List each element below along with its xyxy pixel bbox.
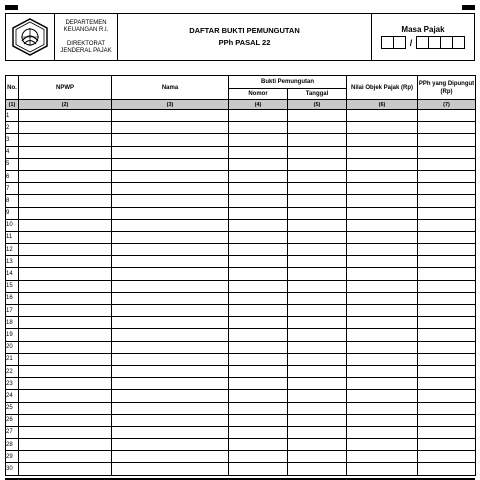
cell-npwp[interactable] [19,219,112,231]
cell-nomor[interactable] [229,426,288,438]
year-digit-box[interactable] [452,37,464,48]
cell-pph[interactable] [418,146,476,158]
cell-tanggal[interactable] [288,207,347,219]
table-row [6,183,476,195]
header-nama: Nama [112,76,229,100]
cell-pph[interactable] [418,134,476,146]
table-row [6,292,476,304]
row-number: 3 [6,134,19,146]
logo-cell [6,14,55,60]
cell-tanggal[interactable] [288,402,347,414]
cell-nilai[interactable] [347,341,418,353]
column-index: (1) [6,100,19,110]
table-row [6,365,476,377]
cell-nama[interactable] [112,170,229,182]
row-number: 24 [6,390,19,402]
cell-nomor[interactable] [229,244,288,256]
masa-separator: / [409,37,413,48]
cell-pph[interactable] [418,426,476,438]
column-index: (4) [229,100,288,110]
cell-nomor[interactable] [229,134,288,146]
cell-tanggal[interactable] [288,183,347,195]
cell-npwp[interactable] [19,292,112,304]
cell-npwp[interactable] [19,195,112,207]
cell-nomor[interactable] [229,365,288,377]
cell-tanggal[interactable] [288,378,347,390]
cell-nama[interactable] [112,426,229,438]
cell-nomor[interactable] [229,183,288,195]
cell-npwp[interactable] [19,122,112,134]
table-row [6,414,476,426]
cell-pph[interactable] [418,110,476,122]
table-row [6,134,476,146]
row-number: 25 [6,402,19,414]
cell-nomor[interactable] [229,146,288,158]
cell-nama[interactable] [112,183,229,195]
cell-nama[interactable] [112,231,229,243]
cell-nilai[interactable] [347,231,418,243]
month-digit-box[interactable] [382,37,393,48]
month-digit-box[interactable] [393,37,405,48]
cell-pph[interactable] [418,244,476,256]
table-row [6,353,476,365]
row-number: 15 [6,280,19,292]
cell-nilai[interactable] [347,378,418,390]
table-row [6,231,476,243]
cell-nilai[interactable] [347,317,418,329]
cell-nama[interactable] [112,451,229,463]
row-number: 14 [6,268,19,280]
cell-tanggal[interactable] [288,305,347,317]
cell-pph[interactable] [418,305,476,317]
cell-pph[interactable] [418,378,476,390]
cell-nilai[interactable] [347,305,418,317]
header-pph-dipungut: PPh yang Dipungut (Rp) [418,76,476,100]
cell-tanggal[interactable] [288,390,347,402]
corner-registration-mark-left [5,5,18,10]
cell-nilai[interactable] [347,439,418,451]
cell-pph[interactable] [418,170,476,182]
cell-nomor[interactable] [229,256,288,268]
cell-nilai[interactable] [347,365,418,377]
column-index: (6) [347,100,418,110]
cell-npwp[interactable] [19,231,112,243]
cell-tanggal[interactable] [288,195,347,207]
cell-nama[interactable] [112,341,229,353]
ministry-emblem-icon [10,17,50,57]
year-boxes[interactable] [416,36,465,49]
table-row [6,256,476,268]
cell-npwp[interactable] [19,280,112,292]
cell-nama[interactable] [112,207,229,219]
cell-nomor[interactable] [229,195,288,207]
cell-nilai[interactable] [347,402,418,414]
cell-nilai[interactable] [347,414,418,426]
table-row [6,439,476,451]
cell-tanggal[interactable] [288,170,347,182]
cell-nama[interactable] [112,280,229,292]
cell-nomor[interactable] [229,402,288,414]
cell-nilai[interactable] [347,110,418,122]
cell-nilai[interactable] [347,390,418,402]
cell-tanggal[interactable] [288,414,347,426]
row-number: 2 [6,122,19,134]
cell-npwp[interactable] [19,390,112,402]
cell-pph[interactable] [418,158,476,170]
masa-pajak-label: Masa Pajak [401,25,445,34]
cell-nomor[interactable] [229,207,288,219]
cell-nilai[interactable] [347,134,418,146]
cell-nama[interactable] [112,146,229,158]
row-number: 5 [6,158,19,170]
row-number: 20 [6,341,19,353]
cell-nama[interactable] [112,268,229,280]
cell-tanggal[interactable] [288,280,347,292]
cell-nama[interactable] [112,439,229,451]
cell-nomor[interactable] [229,439,288,451]
cell-tanggal[interactable] [288,231,347,243]
cell-tanggal[interactable] [288,256,347,268]
table-row [6,341,476,353]
cell-npwp[interactable] [19,365,112,377]
year-digit-box[interactable] [417,37,428,48]
cell-nilai[interactable] [347,195,418,207]
cell-nilai[interactable] [347,170,418,182]
row-number: 1 [6,110,19,122]
table-row [6,390,476,402]
cell-nilai[interactable] [347,329,418,341]
cell-nilai[interactable] [347,122,418,134]
table-row [6,207,476,219]
cell-tanggal[interactable] [288,439,347,451]
cell-nama[interactable] [112,378,229,390]
cell-npwp[interactable] [19,134,112,146]
cell-nomor[interactable] [229,329,288,341]
title-line: DAFTAR BUKTI PEMUNGUTAN [189,26,300,35]
cell-pph[interactable] [418,353,476,365]
column-index: (3) [112,100,229,110]
cell-nama[interactable] [112,390,229,402]
cell-nomor[interactable] [229,353,288,365]
year-digit-box[interactable] [428,37,440,48]
cell-nama[interactable] [112,110,229,122]
cell-npwp[interactable] [19,268,112,280]
cell-nilai[interactable] [347,256,418,268]
cell-npwp[interactable] [19,439,112,451]
cell-nomor[interactable] [229,451,288,463]
table-row [6,378,476,390]
table-row [6,170,476,182]
cell-tanggal[interactable] [288,426,347,438]
month-boxes[interactable] [381,36,406,49]
cell-tanggal[interactable] [288,146,347,158]
header-nilai-objek-pajak: Nilai Objek Pajak (Rp) [347,76,418,100]
row-number: 17 [6,305,19,317]
table-row [6,219,476,231]
form-title [118,14,372,60]
cell-npwp[interactable] [19,305,112,317]
cell-nama[interactable] [112,256,229,268]
table-row [6,463,476,475]
row-number: 28 [6,439,19,451]
column-index: (5) [288,100,347,110]
table-row [6,158,476,170]
row-number: 10 [6,219,19,231]
row-number: 13 [6,256,19,268]
cell-tanggal[interactable] [288,365,347,377]
cell-npwp[interactable] [19,256,112,268]
cell-pph[interactable] [418,317,476,329]
row-number: 23 [6,378,19,390]
cell-npwp[interactable] [19,341,112,353]
cell-npwp[interactable] [19,451,112,463]
cell-npwp[interactable] [19,207,112,219]
table-row [6,110,476,122]
table-row [6,268,476,280]
cell-nilai[interactable] [347,146,418,158]
row-number: 7 [6,183,19,195]
cell-pph[interactable] [418,280,476,292]
table-row [6,305,476,317]
cell-nilai[interactable] [347,219,418,231]
header-nomor: Nomor [229,89,288,100]
cell-nomor[interactable] [229,231,288,243]
header-npwp: NPWP [19,76,112,100]
cell-npwp[interactable] [19,463,112,475]
cell-nilai[interactable] [347,268,418,280]
row-number: 22 [6,365,19,377]
cell-nilai[interactable] [347,353,418,365]
cell-nama[interactable] [112,329,229,341]
cell-pph[interactable] [418,195,476,207]
column-index: (7) [418,100,476,110]
row-number: 19 [6,329,19,341]
cell-tanggal[interactable] [288,451,347,463]
corner-registration-mark-right [462,5,475,10]
table-row [6,146,476,158]
cell-nomor[interactable] [229,292,288,304]
cell-nama[interactable] [112,158,229,170]
masa-pajak-section [372,14,474,60]
cell-nama[interactable] [112,402,229,414]
cell-pph[interactable] [418,183,476,195]
cell-npwp[interactable] [19,110,112,122]
cell-pph[interactable] [418,231,476,243]
cell-npwp[interactable] [19,170,112,182]
org-line: DIREKTORAT [66,40,106,47]
cell-pph[interactable] [418,341,476,353]
cell-pph[interactable] [418,122,476,134]
cell-nilai[interactable] [347,463,418,475]
cell-npwp[interactable] [19,329,112,341]
cell-tanggal[interactable] [288,317,347,329]
cell-pph[interactable] [418,365,476,377]
organization-name [55,14,118,60]
row-number: 11 [6,231,19,243]
cell-npwp[interactable] [19,353,112,365]
row-number: 18 [6,317,19,329]
cell-nomor[interactable] [229,317,288,329]
year-digit-box[interactable] [440,37,452,48]
cell-tanggal[interactable] [288,122,347,134]
cell-nomor[interactable] [229,390,288,402]
table-row [6,122,476,134]
cell-pph[interactable] [418,451,476,463]
cell-nama[interactable] [112,292,229,304]
title-line: PPh PASAL 22 [218,38,271,47]
cell-nomor[interactable] [229,158,288,170]
cell-nomor[interactable] [229,305,288,317]
row-number: 12 [6,244,19,256]
cell-npwp[interactable] [19,183,112,195]
cell-tanggal[interactable] [288,268,347,280]
cell-pph[interactable] [418,207,476,219]
cell-tanggal[interactable] [288,244,347,256]
cell-npwp[interactable] [19,378,112,390]
cell-npwp[interactable] [19,426,112,438]
table-row [6,426,476,438]
bukti-pemungutan-table [5,75,476,476]
cell-nama[interactable] [112,463,229,475]
cell-nama[interactable] [112,365,229,377]
table-row [6,244,476,256]
cell-nilai[interactable] [347,292,418,304]
cell-nomor[interactable] [229,219,288,231]
cell-tanggal[interactable] [288,463,347,475]
cell-nomor[interactable] [229,378,288,390]
table-row [6,329,476,341]
column-index-row [6,100,476,110]
cell-nilai[interactable] [347,426,418,438]
cell-nomor[interactable] [229,170,288,182]
cell-pph[interactable] [418,463,476,475]
cell-nama[interactable] [112,414,229,426]
cell-npwp[interactable] [19,317,112,329]
cell-npwp[interactable] [19,146,112,158]
cell-nama[interactable] [112,317,229,329]
cell-npwp[interactable] [19,244,112,256]
cell-nama[interactable] [112,195,229,207]
cell-nilai[interactable] [347,207,418,219]
masa-pajak-boxes [381,36,466,49]
row-number: 30 [6,463,19,475]
cell-pph[interactable] [418,292,476,304]
cell-nomor[interactable] [229,122,288,134]
cell-npwp[interactable] [19,402,112,414]
cell-pph[interactable] [418,256,476,268]
cell-pph[interactable] [418,390,476,402]
row-number: 29 [6,451,19,463]
table-row [6,451,476,463]
cell-nilai[interactable] [347,280,418,292]
row-number: 8 [6,195,19,207]
row-number: 16 [6,292,19,304]
cell-npwp[interactable] [19,414,112,426]
cell-nama[interactable] [112,219,229,231]
cell-nomor[interactable] [229,341,288,353]
cell-nilai[interactable] [347,183,418,195]
cell-nama[interactable] [112,244,229,256]
row-number: 6 [6,170,19,182]
cell-nomor[interactable] [229,414,288,426]
cell-nama[interactable] [112,305,229,317]
cell-tanggal[interactable] [288,158,347,170]
cell-tanggal[interactable] [288,329,347,341]
cell-pph[interactable] [418,219,476,231]
row-number: 4 [6,146,19,158]
cell-pph[interactable] [418,439,476,451]
header-tanggal: Tanggal [288,89,347,100]
org-line: JENDERAL PAJAK [60,47,112,54]
cell-tanggal[interactable] [288,134,347,146]
cell-nilai[interactable] [347,158,418,170]
cell-nomor[interactable] [229,110,288,122]
cell-nama[interactable] [112,122,229,134]
table-row [6,317,476,329]
cell-nomor[interactable] [229,463,288,475]
cell-tanggal[interactable] [288,292,347,304]
cell-tanggal[interactable] [288,110,347,122]
cell-nama[interactable] [112,134,229,146]
cell-pph[interactable] [418,402,476,414]
cell-tanggal[interactable] [288,219,347,231]
row-number: 21 [6,353,19,365]
cell-nilai[interactable] [347,244,418,256]
form-header [5,13,475,61]
cell-npwp[interactable] [19,158,112,170]
column-index: (2) [19,100,112,110]
header-no: No. [6,76,19,100]
cell-nomor[interactable] [229,268,288,280]
table-row [6,195,476,207]
table-row [6,280,476,292]
row-number: 27 [6,426,19,438]
table-row [6,402,476,414]
cell-pph[interactable] [418,329,476,341]
row-number: 26 [6,414,19,426]
cell-nilai[interactable] [347,451,418,463]
cell-nama[interactable] [112,353,229,365]
row-number: 9 [6,207,19,219]
org-line: DEPARTEMEN [65,19,107,26]
cell-tanggal[interactable] [288,353,347,365]
cell-pph[interactable] [418,268,476,280]
cell-nomor[interactable] [229,280,288,292]
org-line: KEUANGAN R.I. [63,26,109,33]
cell-tanggal[interactable] [288,341,347,353]
header-bukti-pemungutan: Bukti Pemungutan [229,76,347,89]
cell-pph[interactable] [418,414,476,426]
